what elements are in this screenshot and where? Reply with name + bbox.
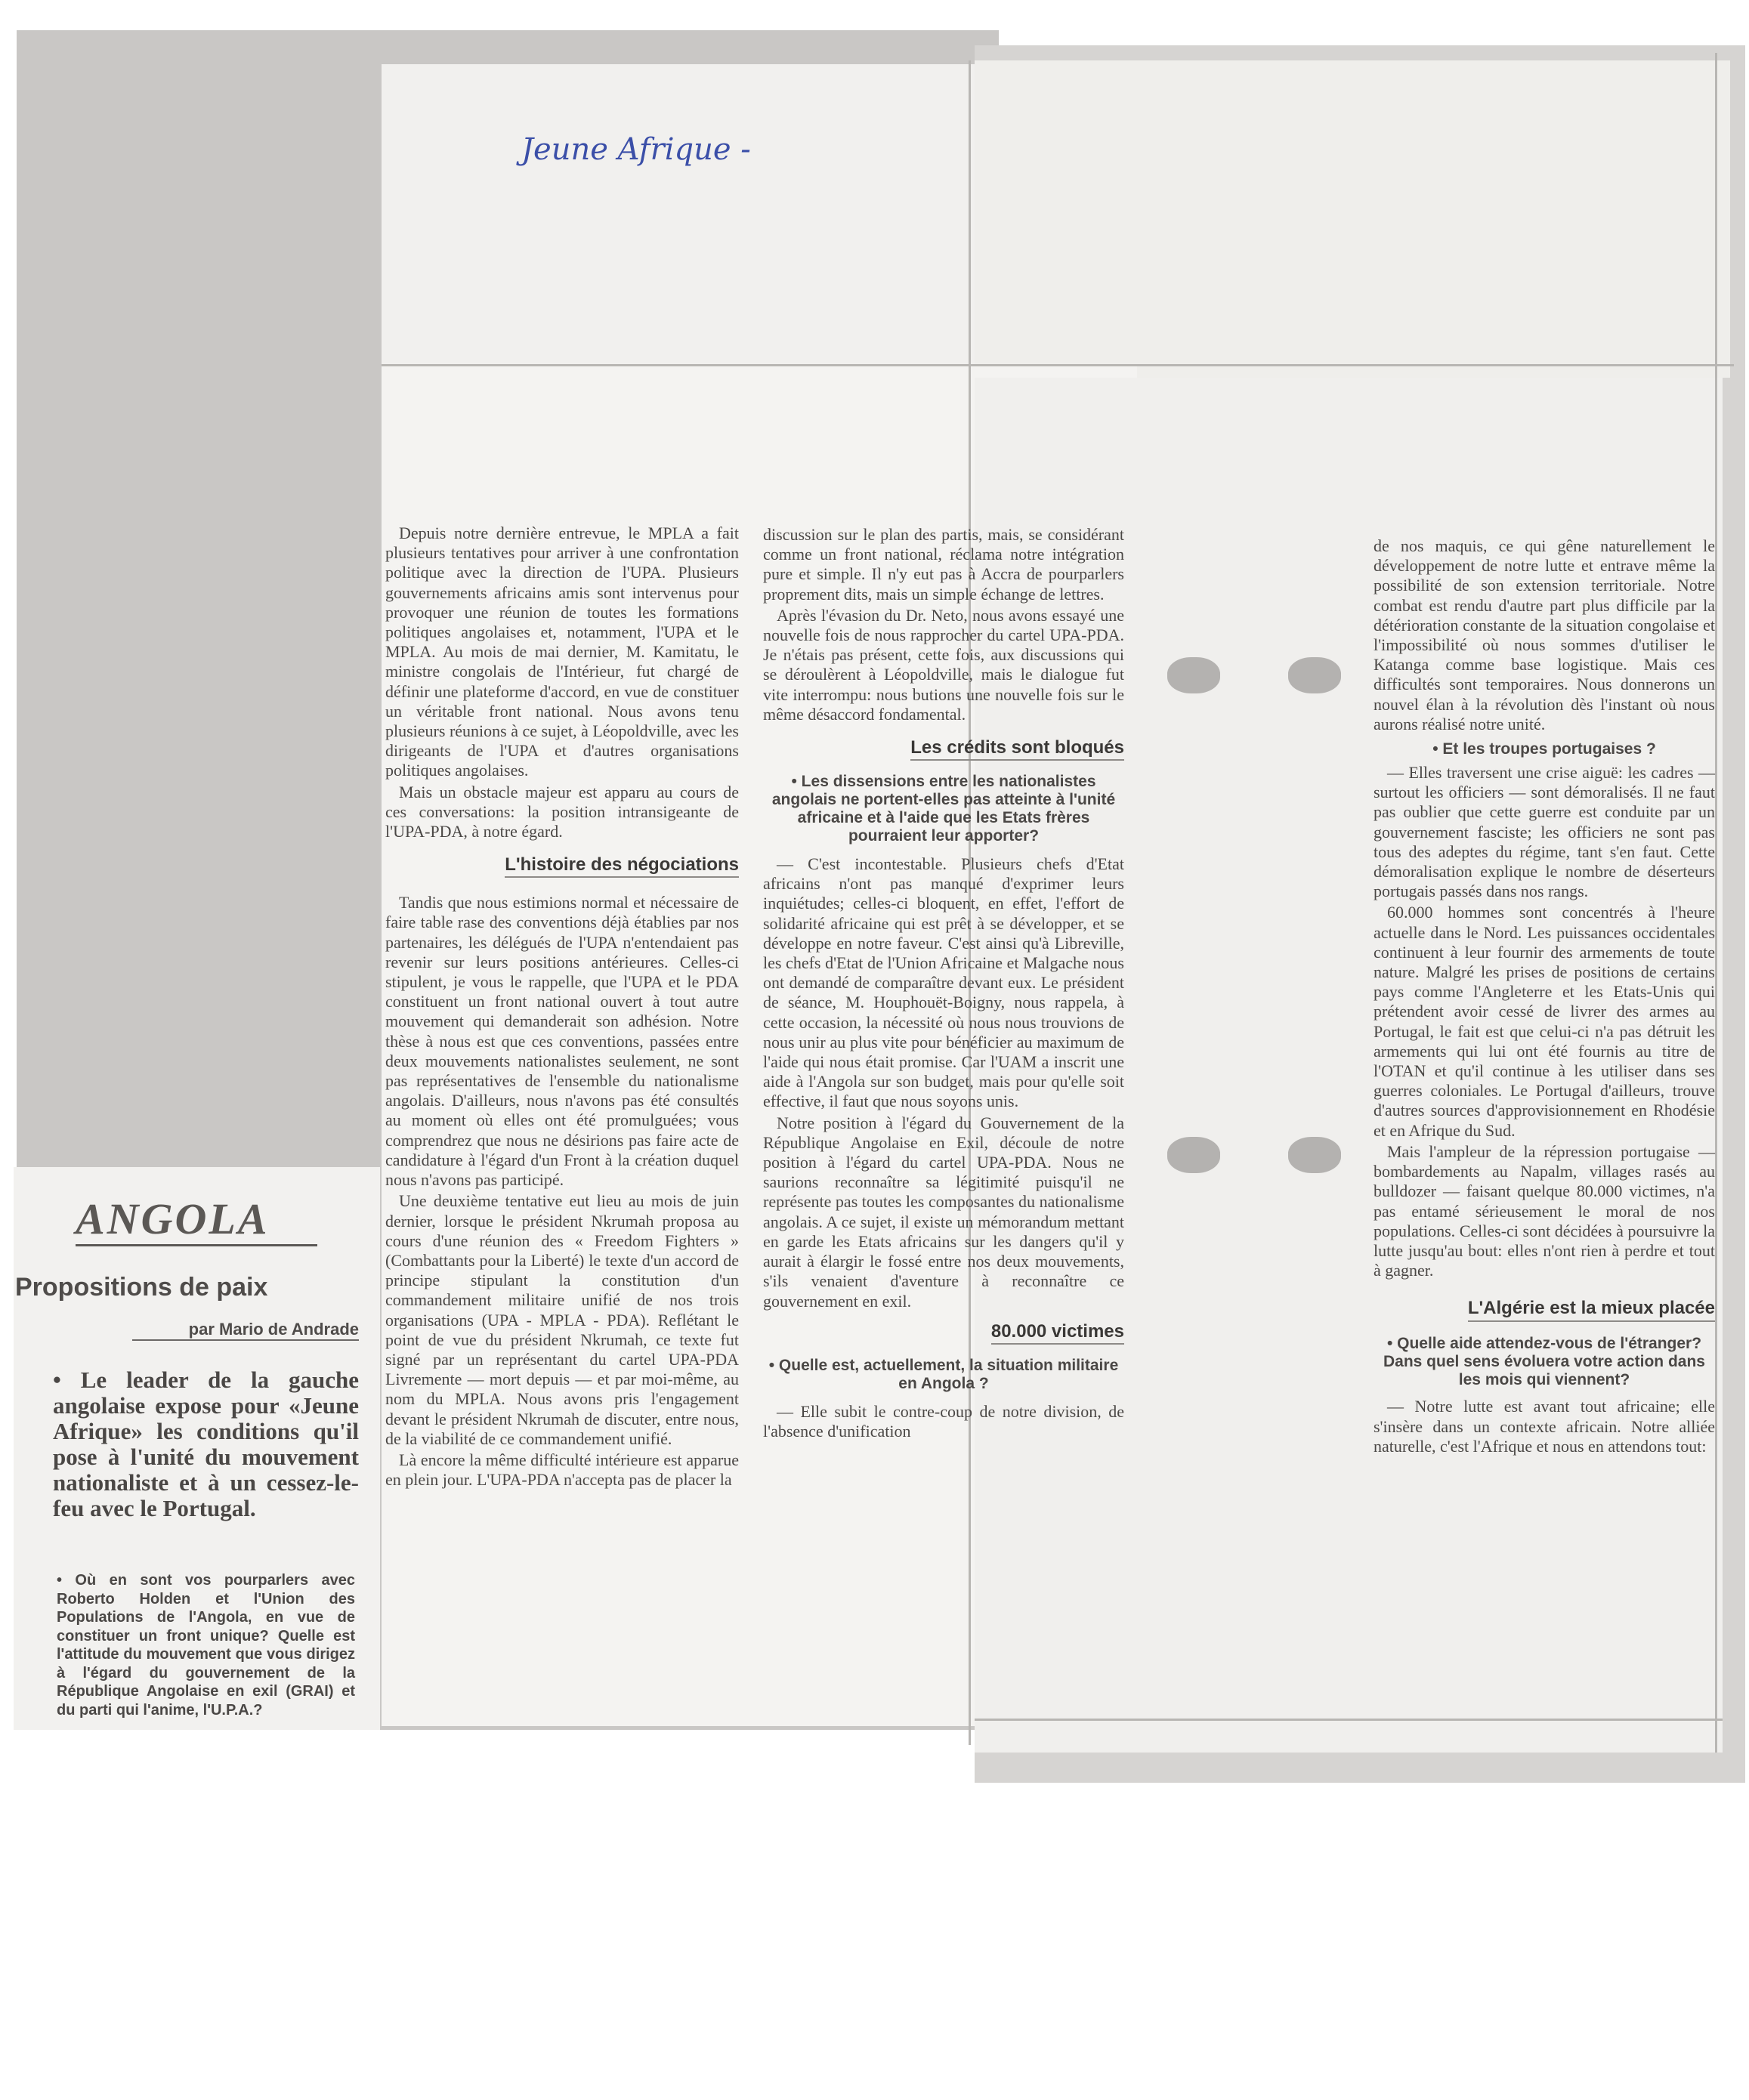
col3-question-2: • Quelle aide attendez-vous de l'étranger? Dans quel sens évoluera votre action dans les mois qui viennent? [1383,1335,1705,1389]
col2-question-2: • Quelle est, actuellement, la situation militaire en Angola ? [768,1356,1119,1392]
column-2 [763,525,1124,1443]
section-title: ANGOLA [76,1194,317,1246]
col3-paragraph: de nos maquis, ce qui gêne naturellement le développement de notre lutte et entrave même la possibilité de son extension territoriale. Notre combat est rendu d'autre part plus difficile par la détérioration constante de la situation congolaise et l'impossibilité où nous sommes d'utiliser le Katanga comme base logistique. Mais ces difficultés sont temporaires. Nous donnerons un nouvel élan à la révolution dès l'instant où nous aurons réalisé notre unité. [1374,536,1715,733]
punch-hole [1167,1137,1220,1173]
lead-paragraph: • Le leader de la gauche angolaise expose pour «Jeune Afrique» les conditions qu'il pose à l'unité du mouvement nationaliste et à un cessez-le-feu avec le Portugal. [53,1367,359,1521]
column-1 [385,523,739,1491]
col1-paragraph: Tandis que nous estimions normal et nécessaire de faire table rase des conventions déjà établies par nos partenaires, les délégués de l'UPA n'entendaient pas revenir sur leurs positions antérieures. Celles-ci stipulent, je vous le rappelle, que l'UPA et le PDA constituent un front national ouvert à tout autre mouvement qui demanderait son adhésion. Notre thèse à nous est que ces conventions, passées entre deux mouvements nationalistes seulement, ne sont pas représentatives de l'ensemble du nationalisme angolais. D'ailleurs, nous n'avons pas été consultés au moment où elles ont été promulguées; vous comprendrez que nous ne désirions pas faire acte de candidature à l'égard d'un Front à la création duquel nous n'avons pas participé. [385,893,739,1190]
handwritten-note: Jeune Afrique - [521,132,751,167]
col3-paragraph: — Elles traversent une crise aiguë: les cadres — surtout les officiers — sont démoralisés. Il ne faut pas oublier que cette guerre est conduite par un gouvernement fasciste; les officiers ne sont pas tous des adeptes du régime, tant s'en faut. Cette démoralisation explique le nombre de déserteurs portugais passés dans nos rangs. [1374,763,1715,901]
col2-heading: Les crédits sont bloqués [910,738,1124,761]
col1-paragraph: Depuis notre dernière entrevue, le MPLA a fait plusieurs tentatives pour arriver à une confrontation politique avec la direction de l'UPA. Plusieurs gouvernements africains amis sont intervenus pour provoquer une réunion de toutes les formations politiques angolaises et, notamment, l'UPA et le MPLA. Au mois de mai dernier, M. Kamitatu, le ministre congolais de l'Intérieur, fut chargé de définir une plateforme d'accord, en vue de constituer un véritable front national. Nous avons tenu plusieurs réunions à ce sujet, à Léopoldville, avec les dirigeants de l'UPA et d'autres organisations politiques angolaises. [385,523,739,780]
punch-hole [1288,1137,1341,1173]
punch-hole [1288,657,1341,693]
col2-paragraph: — C'est incontestable. Plusieurs chefs d'Etat africains n'ont pas manqué d'exprimer leurs inquiétudes; celles-ci bloquent, en effet, l'effort de solidarité africaine qui est prêt à se développer, et se développe en notre faveur. C'est ainsi qu'à Libreville, les chefs d'Etat de l'Union Africaine et Malgache nous ont demandé de comparaître devant eux. Le président de séance, M. Houphouët-Boigny, nous rappela, à cette occasion, la nécessité où nous nous trouvions de nous unir au plus vite pour bénéficier au maximum de l'aide qui nous était promise. Car l'UAM a inscrit une aide à l'Angola sur son budget, mais pour qu'elle soit effective, il faut que nous soyons unis. [763,854,1124,1111]
fold-line-right [1715,53,1717,1753]
col1-paragraph: Mais un obstacle majeur est apparu au cours de ces conversations: la position intransigeante de l'UPA-PDA, à notre égard. [385,782,739,842]
col1-heading: L'histoire des négociations [505,855,739,878]
col2-question: • Les dissensions entre les nationalistes angolais ne portent-elles pas atteinte à l'unité africaine et à l'aide que les Etats frères pourraient leur apporter? [771,773,1116,845]
punch-hole [1167,657,1220,693]
col1-paragraph: Là encore la même difficulté intérieure est apparue en plein jour. L'UPA-PDA n'accepta pas de placer la [385,1450,739,1490]
fold-line-bottom [975,1719,1723,1721]
col3-paragraph: — Notre lutte est avant tout africaine; elle s'insère dans un contexte africain. Notre alliée naturelle, c'est l'Afrique et nous en attendons tout: [1374,1397,1715,1456]
opening-question: • Où en sont vos pourparlers avec Roberto Holden et l'Union des Populations de l'Angola, en vue de constituer un front unique? Quelle est l'attitude du mouvement que vous dirigez à l'égard du gouvernement de la République Angolaise en exil (GRAI) et du parti qui l'anime, l'U.P.A.? [57,1572,355,1719]
col3-paragraph: Mais l'ampleur de la répression portugaise — bombardements au Napalm, villages rasés au bulldozer — faisant quelque 80.000 victimes, n'a pas entamé sérieusement le moral de nos populations. Celles-ci sont décidées à poursuivre la lutte jusqu'au bout: elles n'ont rien à perdre et tout à gagner. [1374,1141,1715,1280]
byline: par Mario de Andrade [132,1320,359,1341]
col2-paragraph: Notre position à l'égard du Gouvernement de la République Angolaise en Exil, découle de notre position à l'égard du cartel UPA-PDA. Nous ne saurions reconnaître sa légitimité puisqu'il ne représente pas toutes les composantes du nationalisme angolais. A ce sujet, il existe un mémorandum mettant en garde les Etats africains sur les dangers qu'il y aurait à élargir le fossé entre nos deux mouvements, s'ils venaient d'aventure à reconnaître ce gouvernement en exil. [763,1113,1124,1311]
fold-line [382,364,1734,366]
col2-paragraph: discussion sur le plan des partis, mais, se considérant comme un front national, réclama notre intégration pure et simple. Il n'y eut pas à Accra de pourparlers proprement dits, mais un simple échange de lettres. [763,525,1124,604]
col2-heading-2: 80.000 victimes [991,1322,1124,1345]
blank-paper-top-left [382,64,975,366]
col3-question: • Et les troupes portugaises ? [1432,740,1656,758]
column-3 [1374,536,1715,1458]
col3-heading: L'Algérie est la mieux placée [1468,1299,1715,1321]
col2-paragraph: Après l'évasion du Dr. Neto, nous avons essayé une nouvelle fois de nous rapprocher du cartel UPA-PDA. Je n'étais pas présent, cette fois, aux discussions qui se déroulèrent à Léopoldville, mais le dialogue fut vite interrompu: nous butions une nouvelle fois sur le même désaccord fondamental. [763,605,1124,724]
headline: Propositions de paix [15,1273,268,1302]
blank-paper-top-right [975,60,1730,378]
col3-paragraph: 60.000 hommes sont concentrés à l'heure actuelle dans le Nord. Les puissances occidentales continuent à leur fournir des armements de toute nature. Malgré les prises de positions de certains pays comme l'Angleterre et les Etats-Unis qui prétendent avoir cessé de livrer des armes au Portugal, le fait est que celui-ci n'a pas détruit les armements qui lui ont été fournis au titre de l'OTAN et qu'il continue à les utiliser dans ses guerres coloniales. Le Portugal d'ailleurs, trouve d'autres sources d'approvisionnement en Rhodésie et en Afrique du Sud. [1374,903,1715,1140]
col1-paragraph: Une deuxième tentative eut lieu au mois de juin dernier, lorsque le président Nkrumah proposa au cours d'une réunion des « Freedom Fighters » (Combattants pour la Liberté) le texte d'un accord de principe stipulant la constitution d'un commandement militaire unifié de nos trois organisations (UPA - MPLA - PDA). Reflétant le point de vue du président Nkrumah, ce texte fut signé par un représentant du cartel UPA-PDA Livremente — mort depuis — et par moi-même, au nom du MPLA. Nous avons pris l'engagement devant le président Nkrumah de discuter, entre nous, de la viabilité de ce commandement unifié. [385,1191,739,1448]
col2-paragraph: — Elle subit le contre-coup de notre division, de l'absence d'unification [763,1401,1124,1441]
